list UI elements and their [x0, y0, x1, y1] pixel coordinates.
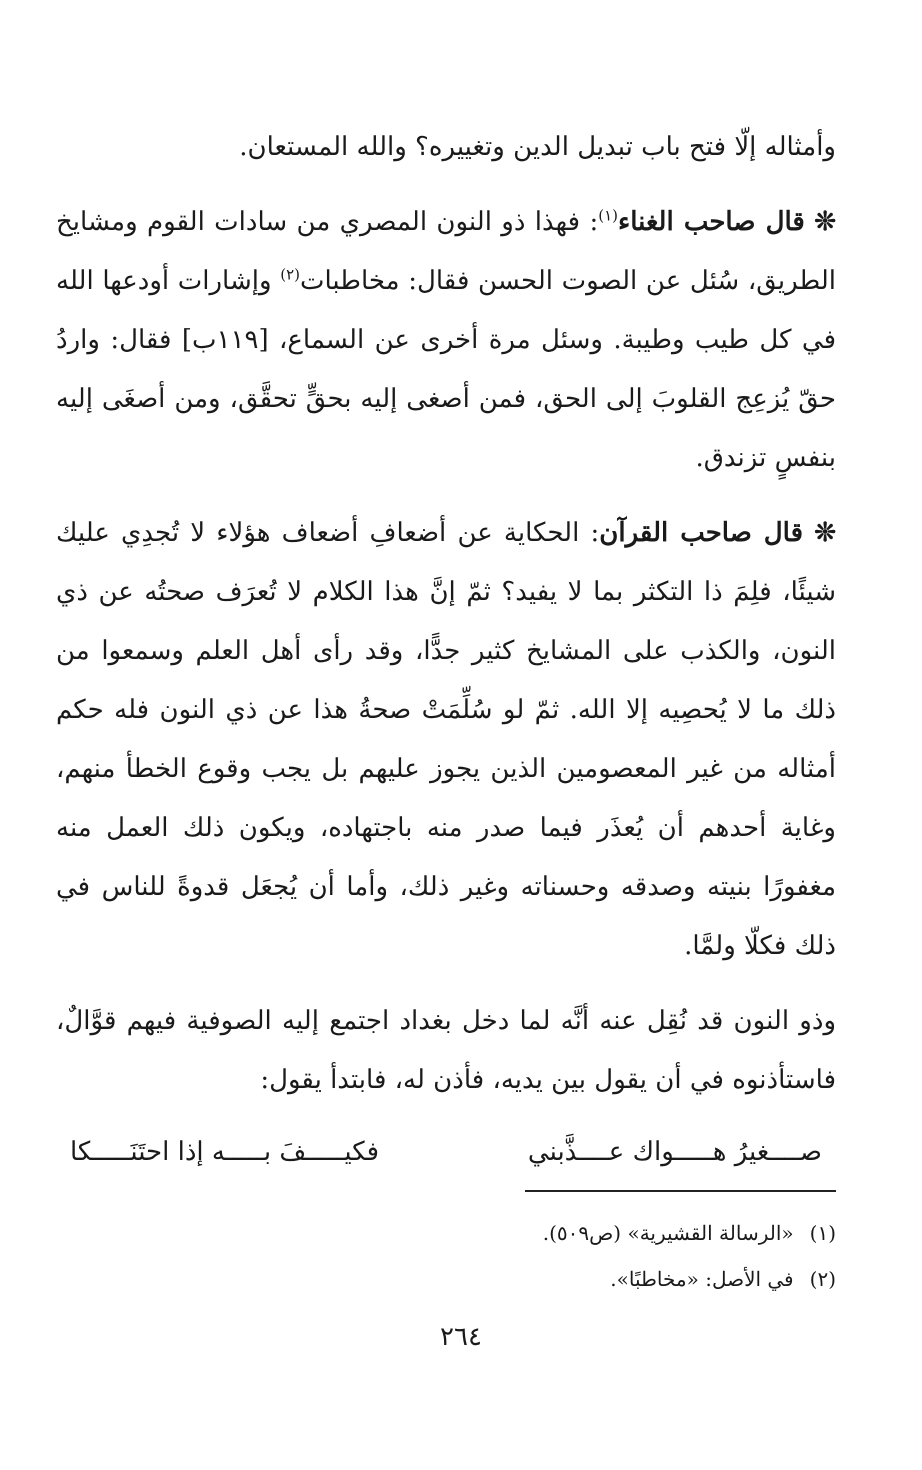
- footnote-ref-1: (١): [598, 206, 618, 225]
- footnote-2-text: في الأصل: «مخاطبًا».: [610, 1267, 794, 1291]
- main-text: [56, 118, 836, 1180]
- paragraph-4: [56, 992, 836, 1110]
- footnote-divider: [525, 1190, 836, 1192]
- footnote-2-number: (٢): [809, 1267, 836, 1291]
- paragraph-3-text: : الحكاية عن أضعافِ أضعاف هؤلاء لا تُجدِي عليك شيئًا، فلِمَ ذا التكثر بما لا يفيد؟ ثمّ إنَّ هذا الكلام لا تُعرَف صحتُه عن ذي النون، والكذب على المشايخ كثير جدًّا، وقد رأى أهل العلم وسمعوا من ذلك ما لا يُحصِيه إلا الله. ثمّ لو سُلِّمَتْ صحةُ هذا عن ذي النون فله حكم أمثاله من غير المعصومين الذين يجوز عليهم بل يجب وقوع الخطأ منهم، وغاية أحدهم أن يُعذَر فيما صدر منه باجتهاده، ويكون ذلك العمل منه مغفورًا بنيته وصدقه وحسناته وغير ذلك، وأما أن يُجعَل قدوةً للناس في ذلك فكلّا ولمَّا.: [56, 518, 836, 961]
- paragraph-1: [56, 118, 836, 177]
- page-number: ٢٦٤: [440, 1322, 482, 1352]
- paragraph-2-text-continued: وإشارات أودعها الله في كل طيب وطيبة. وسئل مرة أخرى عن السماع، [١١٩ب] فقال: واردُ حقّ يُزعِج القلوبَ إلى الحق، فمن أصغى إليه بحقٍّ تحقَّق، ومن أصغَى إليه بنفسٍ تزندق.: [56, 266, 836, 473]
- paragraph-2-text: : فهذا ذو النون المصري من سادات القوم ومشايخ الطريق، سُئل عن الصوت الحسن فقال: مخاطبات: [56, 207, 836, 296]
- paragraph-3: [56, 504, 836, 976]
- verse-second-hemistich: فكيـــــفَ بـــــه إذا احتَنَـــــكا: [70, 1137, 380, 1167]
- footnote-1-text: «الرسالة القشيرية» (ص٥٠٩).: [542, 1221, 794, 1245]
- paragraph-3-lead: قال صاحب القرآن: [599, 518, 804, 548]
- footnote-1: [56, 1210, 836, 1256]
- star-bullet-icon: ❊: [814, 207, 836, 237]
- paragraph-2: [56, 193, 836, 488]
- footnotes: [56, 1210, 836, 1302]
- poetry-verse: [56, 1124, 836, 1180]
- paragraph-1-text: وأمثاله إلّا فتح باب تبديل الدين وتغييره؟ والله المستعان.: [239, 132, 836, 162]
- star-bullet-icon: ❊: [814, 518, 836, 548]
- footnote-2: [56, 1256, 836, 1302]
- paragraph-4-text: وذو النون قد نُقِل عنه أنَّه لما دخل بغداد اجتمع إليه الصوفية فيهم قوَّالٌ، فاستأذنوه في أن يقول بين يديه، فأذن له، فابتدأ يقول:: [56, 1006, 836, 1095]
- paragraph-2-lead: قال صاحب الغناء: [617, 207, 805, 237]
- verse-first-hemistich: صــــغيرُ هـــــواك عــــذَّبني: [527, 1137, 822, 1167]
- footnote-ref-2: (٢): [280, 265, 300, 284]
- footnote-1-number: (١): [809, 1221, 836, 1245]
